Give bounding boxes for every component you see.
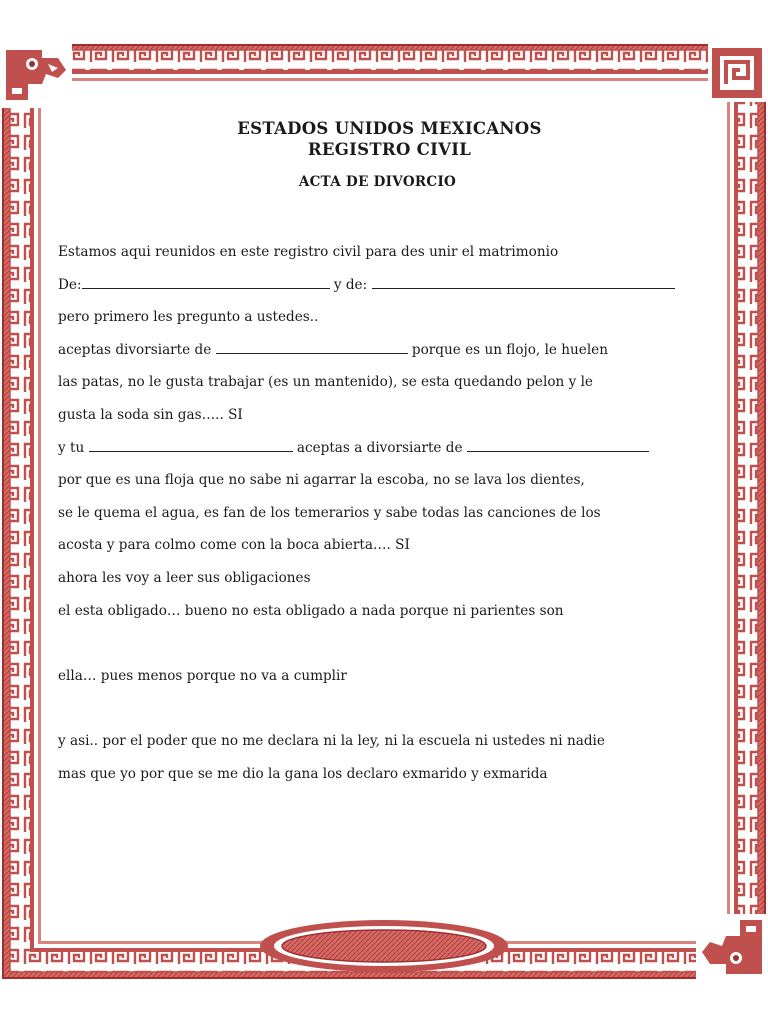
body-line: ahora les voy a leer sus obligaciones (58, 569, 311, 586)
body-line: se le quema el agua, es fan de los temerarios y sabe todas las canciones de los (58, 504, 601, 521)
husband-name-field-2[interactable] (467, 438, 649, 452)
body-line: el esta obligado… bueno no esta obligado a nada porque ni parientes son (58, 602, 564, 619)
body-line: ella… pues menos porque no va a cumplir (58, 667, 347, 684)
cartouche-ornament-icon (256, 912, 512, 976)
certificate-content (58, 118, 723, 796)
husband-name-field[interactable] (216, 340, 408, 354)
label-porque: porque es un flojo, le huelen (407, 341, 608, 358)
document-title: ACTA DE DIVORCIO (298, 174, 457, 190)
certificate-body (58, 242, 723, 796)
spouse-two-name-field[interactable] (372, 275, 675, 289)
body-line: mas que yo por que se me dio la gana los declaro exmarido y exmarida (58, 765, 548, 782)
wife-name-field[interactable] (89, 438, 293, 452)
spouse-one-name-field[interactable] (82, 275, 330, 289)
label-aceptas: aceptas divorsiarte de (58, 341, 216, 358)
body-line-wife (58, 438, 723, 471)
aztec-serpent-head-icon (2, 44, 72, 108)
body-line: y asi.. por el poder que no me declara ni la ley, ni la escuela ni ustedes ni nadie (58, 732, 605, 749)
country-heading: ESTADOS UNIDOS MEXICANOS (237, 119, 542, 138)
body-line-husband (58, 340, 723, 373)
body-line: gusta la soda sin gas….. SI (58, 406, 243, 423)
label-y-de: y de: (329, 276, 372, 293)
aztec-serpent-head-icon (696, 914, 766, 980)
label-y-tu: y tu (58, 439, 89, 456)
body-line: acosta y para colmo come con la boca abierta…. SI (58, 537, 410, 554)
aztec-knot-icon (708, 44, 766, 102)
body-line: por que es una floja que no sabe ni agarrar la escoba, no se lava los dientes, (58, 472, 585, 489)
label-de: De: (58, 276, 82, 293)
body-line: las patas, no le gusta trabajar (es un mantenido), se esta quedando pelon y le (58, 374, 593, 391)
body-line: pero primero les pregunto a ustedes.. (58, 309, 319, 326)
body-line: Estamos aqui reunidos en este registro civil para des unir el matrimonio (58, 244, 559, 260)
registry-heading: REGISTRO CIVIL (307, 140, 472, 159)
body-line-names (58, 275, 723, 308)
label-aceptas-a: aceptas a divorsiarte de (292, 439, 467, 456)
